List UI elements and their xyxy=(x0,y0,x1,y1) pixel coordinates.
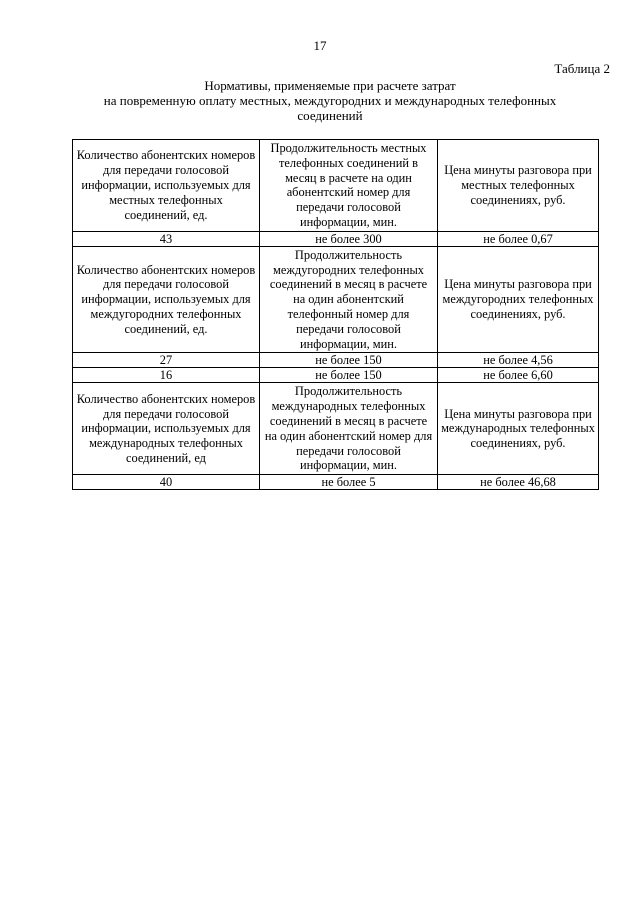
table-cell: не более 150 xyxy=(260,368,438,383)
header-cell: Количество абонентских номеров для передачи голосовой информации, используемых для международных телефонных соединений, ед xyxy=(73,383,260,475)
norms-table xyxy=(72,139,599,490)
table-row xyxy=(73,475,599,490)
table-cell: 27 xyxy=(73,353,260,368)
header-cell: Количество абонентских номеров для передачи голосовой информации, используемых для междугородних телефонных соединений, ед. xyxy=(73,246,260,353)
header-cell: Продолжительность международных телефонных соединений в месяц в расчете на один абонентский номер для передачи голосовой информации, мин. xyxy=(260,383,438,475)
table-cell: не более 150 xyxy=(260,353,438,368)
title-line-1: Нормативы, применяемые при расчете затрат xyxy=(204,78,456,93)
header-cell: Цена минуты разговора при международных телефонных соединениях, руб. xyxy=(438,383,599,475)
header-cell: Цена минуты разговора при местных телефонных соединениях, руб. xyxy=(438,140,599,232)
page-number: 17 xyxy=(313,38,327,53)
table-cell: не более 6,60 xyxy=(438,368,599,383)
table-row xyxy=(73,231,599,246)
table-cell: 16 xyxy=(73,368,260,383)
header-row-international xyxy=(73,383,599,475)
table-label: Таблица 2 xyxy=(554,61,610,76)
table-title xyxy=(60,78,600,123)
table-row xyxy=(73,368,599,383)
header-cell: Продолжительность междугородних телефонных соединений в месяц в расчете на один абонентский телефонный номер для передачи голосовой информации, мин. xyxy=(260,246,438,353)
header-row-local xyxy=(73,140,599,232)
title-line-3: соединений xyxy=(297,108,363,123)
table-cell: не более 46,68 xyxy=(438,475,599,490)
table-cell: не более 300 xyxy=(260,231,438,246)
table-cell: не более 5 xyxy=(260,475,438,490)
table-cell: не более 0,67 xyxy=(438,231,599,246)
header-row-long-distance xyxy=(73,246,599,353)
table-cell: 43 xyxy=(73,231,260,246)
title-line-2: на повременную оплату местных, междугородних и международных телефонных xyxy=(103,93,557,108)
table-cell: 40 xyxy=(73,475,260,490)
table-row xyxy=(73,353,599,368)
header-cell: Количество абонентских номеров для передачи голосовой информации, используемых для местных телефонных соединений, ед. xyxy=(73,140,260,232)
header-cell: Цена минуты разговора при междугородних телефонных соединениях, руб. xyxy=(438,246,599,353)
table-cell: не более 4,56 xyxy=(438,353,599,368)
header-cell: Продолжительность местных телефонных соединений в месяц в расчете на один абонентский номер для передачи голосовой информации, мин. xyxy=(260,140,438,232)
